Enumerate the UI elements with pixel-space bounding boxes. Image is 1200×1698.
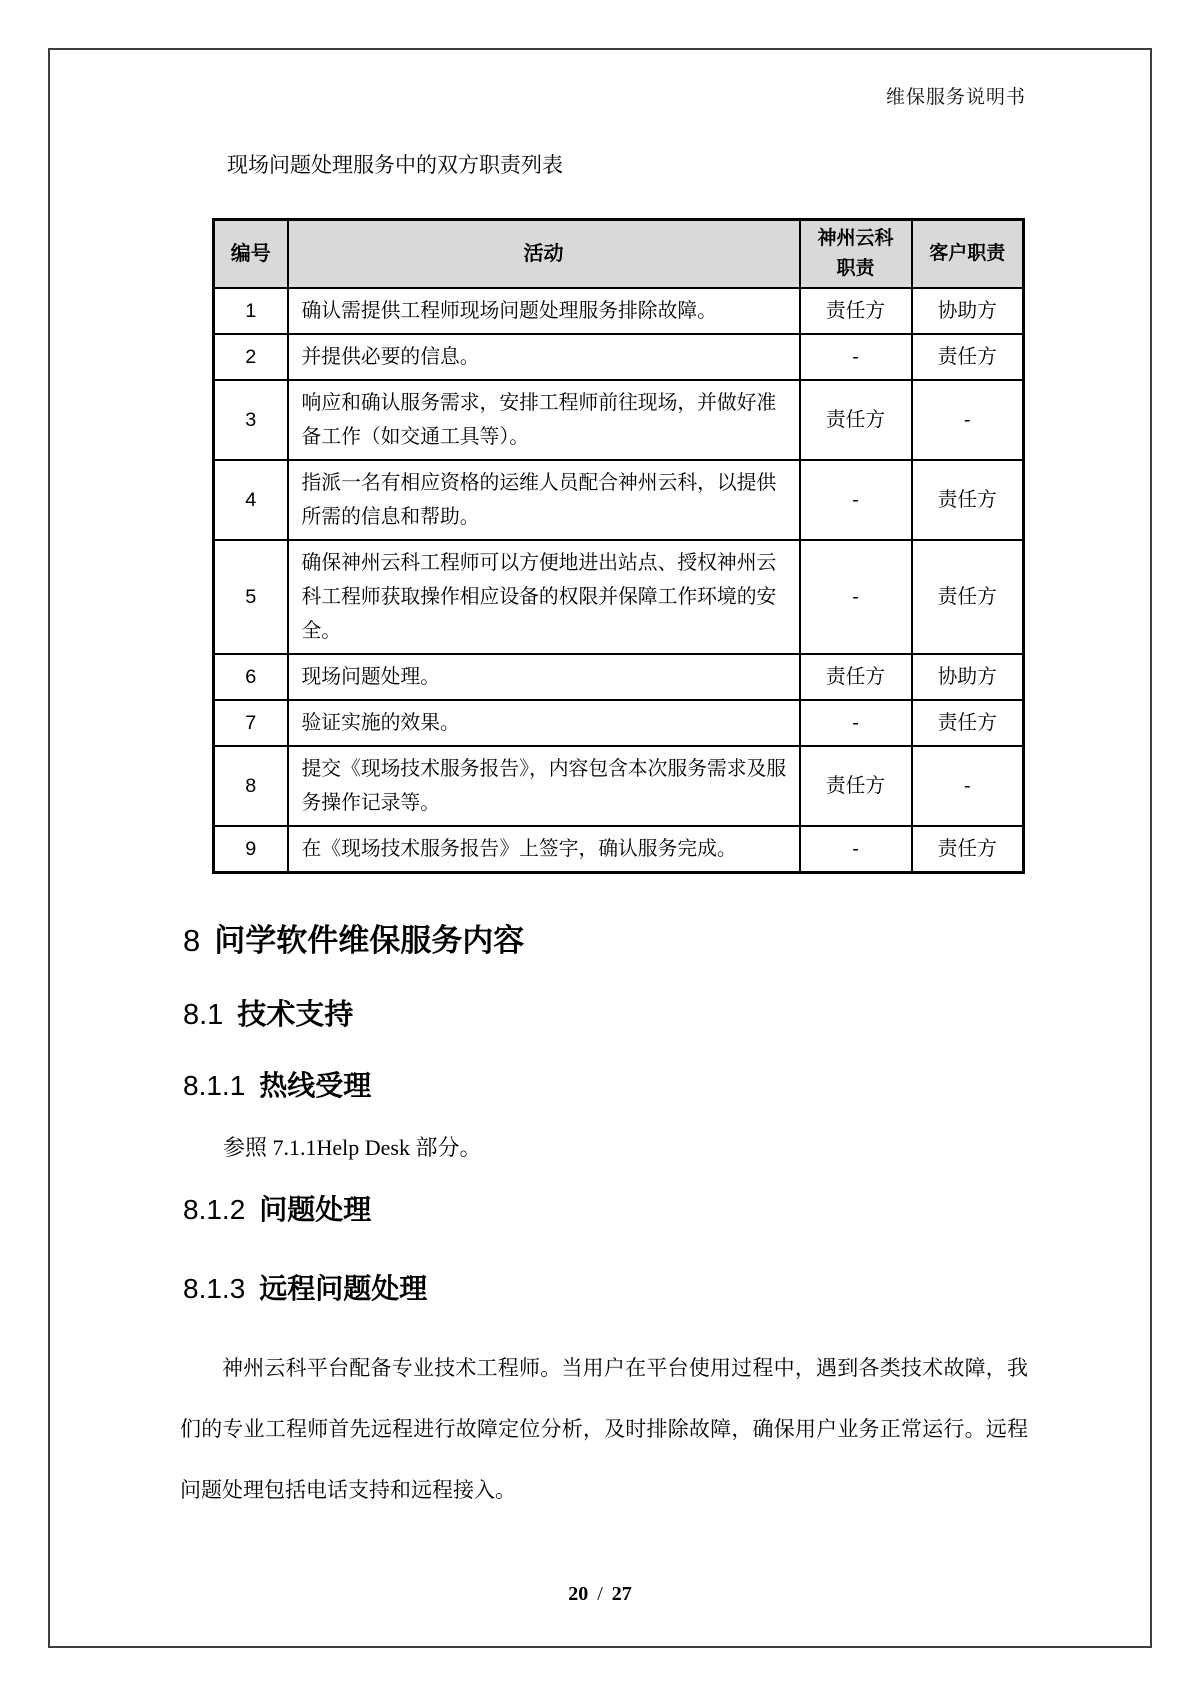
table-header-row <box>214 220 1024 289</box>
cell-szyk-duty: - <box>800 334 912 380</box>
section-heading-8-1-3 <box>183 1267 427 1307</box>
header-cell-number: 编号 <box>214 220 288 289</box>
header-cell-customer-duty: 客户职责 <box>912 220 1024 289</box>
cell-activity: 指派一名有相应资格的运维人员配合神州云科，以提供所需的信息和帮助。 <box>288 460 800 540</box>
cell-activity: 现场问题处理。 <box>288 654 800 700</box>
cell-customer-duty: - <box>912 746 1024 826</box>
heading-number: 8.1.1 <box>183 1070 246 1101</box>
footer-separator: / <box>597 1583 603 1605</box>
cell-number: 7 <box>214 700 288 746</box>
body-paragraph: 神州云科平台配备专业技术工程师。当用户在平台使用过程中，遇到各类技术故障，我们的专业工程师首先远程进行故障定位分析，及时排除故障，确保用户业务正常运行。远程问题处理包括电话支持和远程接入。 <box>180 1357 1028 1502</box>
cell-activity: 确保神州云科工程师可以方便地进出站点、授权神州云科工程师获取操作相应设备的权限并保障工作环境的安全。 <box>288 540 800 654</box>
document-header-title: 维保服务说明书 <box>885 87 1026 108</box>
cell-szyk-duty: 责任方 <box>800 654 912 700</box>
cell-customer-duty: 责任方 <box>912 826 1024 873</box>
cell-szyk-duty: - <box>800 700 912 746</box>
cell-activity: 确认需提供工程师现场问题处理服务排除故障。 <box>288 288 800 334</box>
cell-activity: 验证实施的效果。 <box>288 700 800 746</box>
table-intro-text: 现场问题处理服务中的双方职责列表 <box>227 154 563 177</box>
cell-number: 5 <box>214 540 288 654</box>
table-row <box>214 460 1024 540</box>
table-row <box>214 700 1024 746</box>
cell-customer-duty: 责任方 <box>912 700 1024 746</box>
section-heading-8-1-2 <box>183 1188 371 1228</box>
heading-label: 问学软件维保服务内容 <box>214 923 525 958</box>
cell-szyk-duty: 责任方 <box>800 380 912 460</box>
cell-activity: 在《现场技术服务报告》上签字，确认服务完成。 <box>288 826 800 873</box>
cell-activity: 提交《现场技术服务报告》，内容包含本次服务需求及服务操作记录等。 <box>288 746 800 826</box>
table-row <box>214 288 1024 334</box>
footer-current-page: 20 <box>568 1583 589 1605</box>
heading-label: 问题处理 <box>259 1194 372 1225</box>
footer-total-pages: 27 <box>611 1583 632 1605</box>
cell-customer-duty: 责任方 <box>912 334 1024 380</box>
cell-szyk-duty: - <box>800 540 912 654</box>
cell-customer-duty: - <box>912 380 1024 460</box>
table-row <box>214 334 1024 380</box>
cell-number: 2 <box>214 334 288 380</box>
table-row <box>214 826 1024 873</box>
heading-label: 热线受理 <box>259 1070 372 1101</box>
cell-number: 9 <box>214 826 288 873</box>
cell-number: 6 <box>214 654 288 700</box>
cell-activity: 并提供必要的信息。 <box>288 334 800 380</box>
section-heading-8 <box>183 915 524 960</box>
table-row <box>214 654 1024 700</box>
heading-number: 8.1.3 <box>183 1273 246 1304</box>
cell-activity: 响应和确认服务需求，安排工程师前往现场，并做好准备工作（如交通工具等）。 <box>288 380 800 460</box>
table-row <box>214 540 1024 654</box>
reference-paragraph: 参照 7.1.1Help Desk 部分。 <box>223 1135 482 1160</box>
heading-number: 8.1 <box>183 999 224 1031</box>
cell-number: 1 <box>214 288 288 334</box>
heading-number: 8 <box>183 923 201 958</box>
header-cell-szyk-duty: 神州云科职责 <box>800 220 912 289</box>
section-heading-8-1-1 <box>183 1064 371 1104</box>
heading-label: 技术支持 <box>237 999 354 1031</box>
cell-number: 3 <box>214 380 288 460</box>
table-row <box>214 380 1024 460</box>
cell-number: 4 <box>214 460 288 540</box>
cell-szyk-duty: 责任方 <box>800 746 912 826</box>
cell-customer-duty: 责任方 <box>912 460 1024 540</box>
cell-customer-duty: 协助方 <box>912 654 1024 700</box>
header-cell-activity: 活动 <box>288 220 800 289</box>
cell-szyk-duty: 责任方 <box>800 288 912 334</box>
cell-customer-duty: 责任方 <box>912 540 1024 654</box>
responsibilities-table <box>212 218 1025 874</box>
page-footer <box>0 1583 1200 1606</box>
cell-szyk-duty: - <box>800 460 912 540</box>
heading-label: 远程问题处理 <box>259 1273 428 1304</box>
cell-szyk-duty: - <box>800 826 912 873</box>
cell-number: 8 <box>214 746 288 826</box>
cell-customer-duty: 协助方 <box>912 288 1024 334</box>
table-row <box>214 746 1024 826</box>
section-heading-8-1 <box>183 992 353 1033</box>
heading-number: 8.1.2 <box>183 1194 246 1225</box>
